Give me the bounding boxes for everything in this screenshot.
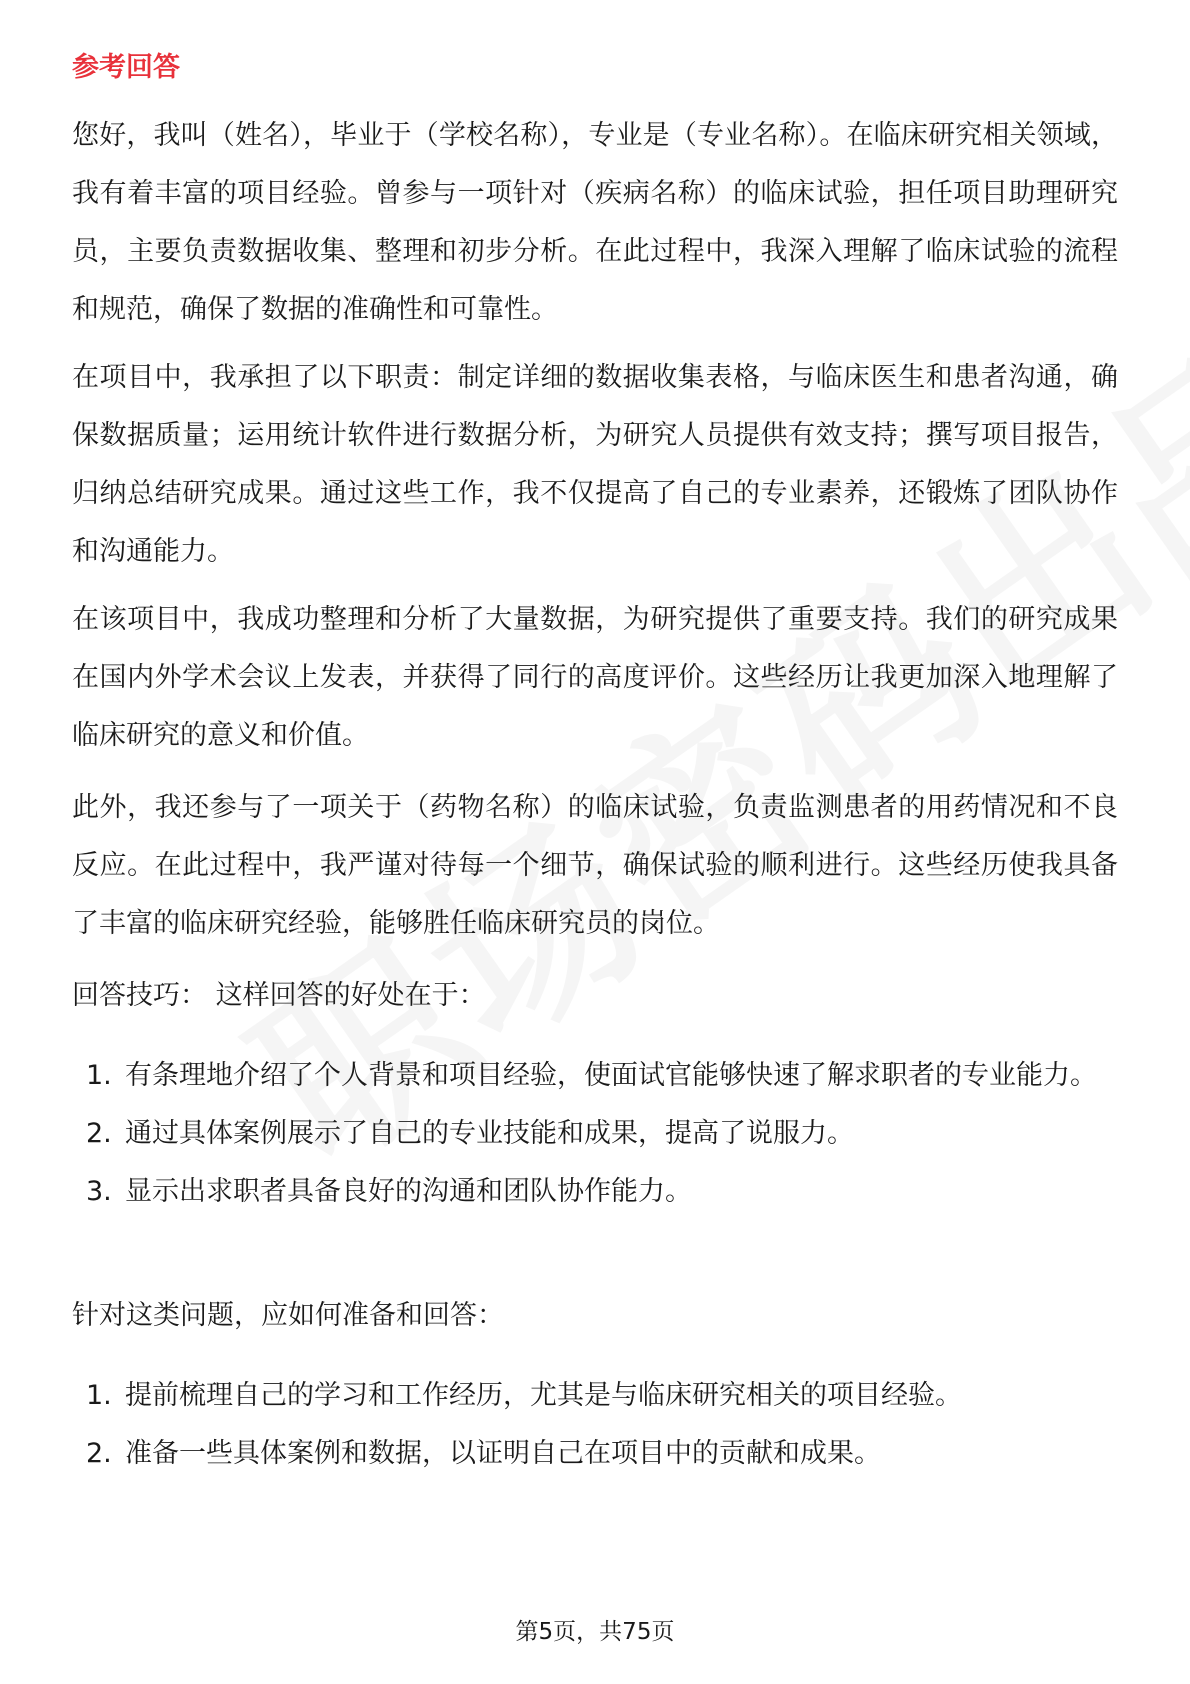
paragraph-duties: 在项目中，我承担了以下职责：制定详细的数据收集表格，与临床医生和患者沟通，确保数据质量；运用统计软件进行数据分析，为研究人员提供有效支持；撰写项目报告，归纳总结研究成果。通过这些工作，我不仅提高了自己的专业素养，还锻炼了团队协作和沟通能力。 xyxy=(72,362,1118,567)
list-number: 2. xyxy=(86,1438,112,1469)
tips-list xyxy=(72,1047,1118,1221)
paragraph-additional: 此外，我还参与了一项关于（药物名称）的临床试验，负责监测患者的用药情况和不良反应。在此过程中，我严谨对待每一个细节，确保试验的顺利进行。这些经历使我具备了丰富的临床研究经验，能够胜任临床研究员的岗位。 xyxy=(72,792,1118,939)
list-number: 2. xyxy=(86,1118,112,1149)
list-item-text: 通过具体案例展示了自己的专业技能和成果，提高了说服力。 xyxy=(125,1118,854,1149)
list-item xyxy=(72,1163,1118,1221)
section-heading: 参考回答 xyxy=(72,52,180,83)
list-item-text: 显示出求职者具备良好的沟通和团队协作能力。 xyxy=(125,1176,692,1207)
list-item-text: 提前梳理自己的学习和工作经历，尤其是与临床研究相关的项目经验。 xyxy=(125,1380,962,1411)
list-number: 3. xyxy=(86,1176,112,1207)
prep-list xyxy=(72,1367,1118,1483)
list-number: 1. xyxy=(86,1060,112,1091)
list-item xyxy=(72,1367,1118,1425)
list-item xyxy=(72,1425,1118,1483)
paragraph-intro: 您好，我叫（姓名），毕业于（学校名称），专业是（专业名称）。在临床研究相关领域，我有着丰富的项目经验。曾参与一项针对（疾病名称）的临床试验，担任项目助理研究员，主要负责数据收集、整理和初步分析。在此过程中，我深入理解了临床试验的流程和规范，确保了数据的准确性和可靠性。 xyxy=(72,120,1118,325)
tips-intro: 回答技巧： 这样回答的好处在于： xyxy=(72,980,486,1011)
list-item xyxy=(72,1047,1118,1105)
list-item-text: 有条理地介绍了个人背景和项目经验，使面试官能够快速了解求职者的专业能力。 xyxy=(125,1060,1097,1091)
page-footer: 第5页，共75页 xyxy=(515,1619,675,1645)
list-item-text: 准备一些具体案例和数据，以证明自己在项目中的贡献和成果。 xyxy=(125,1438,881,1469)
list-item xyxy=(72,1105,1118,1163)
paragraph-results: 在该项目中，我成功整理和分析了大量数据，为研究提供了重要支持。我们的研究成果在国内外学术会议上发表，并获得了同行的高度评价。这些经历让我更加深入地理解了临床研究的意义和价值。 xyxy=(72,604,1118,751)
prep-intro: 针对这类问题，应如何准备和回答： xyxy=(72,1300,504,1331)
list-number: 1. xyxy=(86,1380,112,1411)
